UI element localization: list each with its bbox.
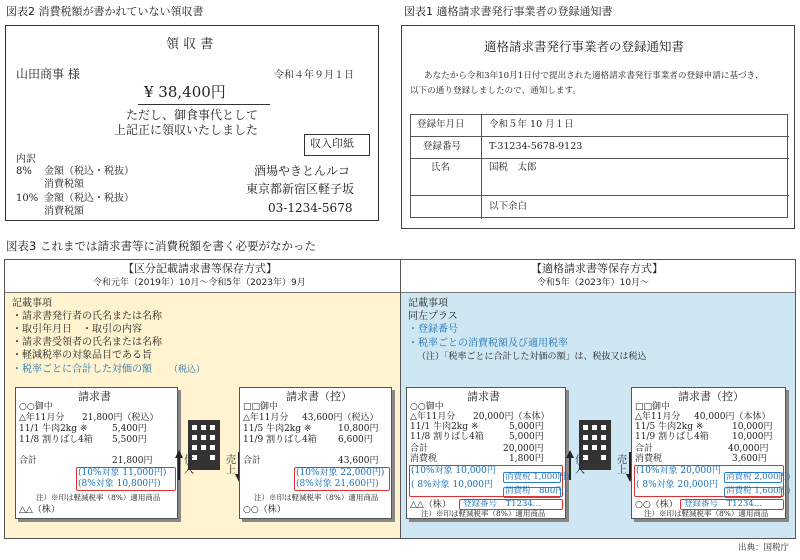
left-item-4: ・軽減税率の対象品目である旨	[12, 350, 152, 361]
purchase-label: 仕入	[181, 454, 193, 474]
invoice-to: ○○御中	[19, 402, 53, 412]
fig1-caption: 図表1 適格請求書発行事業者の登録通知書	[404, 5, 613, 18]
receipt-date: 令和４年９月１日	[274, 70, 354, 81]
left-item-3: ・請求書受領者の氏名または名称	[12, 337, 162, 348]
invoice-month: △年11月分	[19, 413, 65, 423]
notice-table	[410, 114, 788, 218]
invoice-from: ○○（株）	[635, 500, 678, 510]
invoice-8pct-tax: 消費税 1,600円)	[726, 486, 791, 496]
invoice-tax: 1,800円	[509, 454, 544, 464]
invoice-8pct-tax: 消費税 800円)	[505, 486, 568, 496]
invoice-10pct-tax: 消費税 2,000円)	[726, 472, 791, 482]
left-invoice	[15, 387, 178, 519]
invoice-title: 請求書（控）	[286, 390, 352, 403]
invoice-note: 注）※印は軽減税率（8%）適用商品	[421, 509, 546, 518]
invoice-from: ○○（株）	[243, 505, 286, 515]
invoice-tax: 3,600円	[732, 454, 767, 464]
invoice-10pct: (10%対象 10,000円	[411, 466, 496, 476]
invoice-tax-label: 消費税	[635, 454, 663, 464]
fig3-caption: 図表3 これまでは請求書等に消費税額を書く必要がなかった	[6, 239, 316, 253]
invoice-row1-amount: 10,800円	[338, 424, 379, 434]
invoice-row1-item: 11/1 牛肉2kg ※	[19, 424, 88, 434]
invoice-total: 40,000円	[728, 444, 769, 454]
invoice-from: △△（株）	[410, 500, 451, 510]
invoice-total-label: 合計	[19, 456, 38, 466]
shop-name: 酒場やきとんルコ	[254, 164, 351, 178]
notice-title: 適格請求書発行事業者の登録通知書	[484, 39, 685, 54]
left-invoice-copy	[239, 387, 392, 519]
invoice-total-label: 合計	[410, 444, 429, 454]
invoice-note: 注）※印は軽減税率（8%）適用商品	[36, 493, 161, 502]
registration-notice	[401, 25, 795, 229]
breakdown-label: 内訳	[16, 154, 36, 165]
invoice-10pct-tax: 消費税 1,000円)	[505, 472, 570, 482]
receipt-title: 領 収 書	[166, 37, 214, 52]
invoice-title: 請求書	[467, 390, 500, 403]
right-item-blue2: ・税率ごとの消費税額及び適用税率	[408, 338, 568, 349]
invoice-to: □□御中	[243, 402, 279, 412]
invoice-month: △年11月分	[410, 412, 456, 422]
invoice-month-amount: 43,600円（税込）	[302, 413, 379, 423]
invoice-row1-item: 11/5 牛肉2kg ※	[243, 424, 312, 434]
invoice-row1-item: 11/1 牛肉2kg ※	[410, 422, 479, 432]
left-item-blue: ・税率ごとに合計した対価の額	[12, 364, 152, 375]
invoice-row2-amount: 10,000円	[732, 432, 773, 442]
notice-body1: あなたから令和3年10月1日付で提出された適格請求書発行事業者の登録申請に基づき、	[424, 71, 764, 81]
sales-label: 売上	[614, 454, 626, 474]
invoice-total: 43,600円	[338, 456, 379, 466]
invoice-row2-amount: 5,500円	[112, 435, 147, 445]
invoice-total-label: 合計	[243, 456, 262, 466]
invoice-total-label: 合計	[635, 444, 654, 454]
invoice-note: 注）※印は軽減税率（8%）適用商品	[254, 493, 379, 502]
invoice-row1-amount: 5,400円	[112, 424, 147, 434]
row-label-number: 登録番号	[423, 141, 462, 152]
invoice-title: 請求書（控）	[678, 390, 744, 403]
left-period: 令和元年（2019年）10月～令和5年（2023年）9月	[93, 278, 306, 288]
left-panel	[5, 260, 400, 538]
invoice-row2-item: 11/9 割りばし4箱	[243, 435, 317, 445]
invoice-8pct: (8%対象 21,600円)	[296, 479, 379, 489]
invoice-month-amount: 21,800円（税込）	[82, 413, 159, 423]
invoice-row2-amount: 6,600円	[338, 435, 373, 445]
invoice-month: △年11月分	[243, 413, 289, 423]
receipt-line2: 上記正に領収いたしました	[114, 123, 259, 137]
invoice-row1-amount: 5,000円	[509, 422, 544, 432]
invoice-row2-amount: 5,000円	[509, 432, 544, 442]
right-invoice	[406, 387, 570, 519]
receipt-line1: ただし、御食事代として	[126, 108, 259, 122]
stamp-label: 収入印紙	[310, 137, 354, 150]
invoice-to: □□御中	[635, 402, 671, 412]
invoice-note: 注）※印は軽減税率（8%）適用商品	[644, 509, 769, 518]
row-label-name: 氏名	[431, 162, 451, 173]
source-credit: 出典：国税庁	[738, 543, 790, 553]
purchase-label: 仕入	[572, 454, 584, 474]
invoice-row1-item: 11/5 牛肉2kg ※	[635, 422, 704, 432]
right-period: 令和5年（2023年）10月～	[537, 278, 650, 288]
invoice-row2-item: 11/8 割りばし4箱	[410, 432, 484, 442]
row-value-number: T-31234-5678-9123	[489, 141, 583, 152]
invoice-total: 21,800円	[112, 456, 153, 466]
left-items-title: 記載事項	[12, 298, 52, 309]
invoice-row2-item: 11/8 割りばし4箱	[19, 435, 93, 445]
invoice-title: 請求書	[78, 390, 111, 403]
invoice-row2-item: 11/9 割りばし4箱	[635, 432, 709, 442]
invoice-total: 20,000円	[503, 444, 544, 454]
right-header: 【適格請求書等保存方式】	[531, 262, 663, 275]
fig2-caption: 図表2 消費税額が書かれていない領収書	[6, 5, 204, 18]
invoice-month-amount: 40,000円（本体）	[694, 412, 771, 422]
invoice-registration: 登録番号 T1234…	[684, 499, 763, 509]
invoice-10pct: (10%対象 22,000円)	[296, 468, 385, 478]
invoice-10pct: (10%対象 20,000円	[636, 466, 721, 476]
table-footer: 以下余白	[489, 201, 528, 212]
left-item-1: ・請求書発行者の氏名または名称	[12, 311, 162, 322]
right-panel	[401, 260, 795, 538]
right-invoice-copy	[631, 387, 791, 519]
sales-label: 売上	[223, 454, 235, 474]
invoice-8pct: (8%対象 10,800円)	[78, 479, 161, 489]
invoice-month-amount: 20,000円（本体）	[473, 412, 550, 422]
invoice-10pct: (10%対象 11,000円)	[78, 468, 167, 478]
right-note: （注）「税率ごとに合計した対価の額」は、税抜又は税込	[417, 352, 647, 362]
invoice-to: ○○御中	[410, 402, 444, 412]
receipt-amount: ¥ 38,400円	[144, 83, 226, 101]
row-label-date: 登録年月日	[417, 119, 465, 130]
invoice-8pct: ( 8%対象 20,000円	[636, 480, 719, 490]
invoice-row1-amount: 10,000円	[732, 422, 773, 432]
row-value-name: 国税 太郎	[489, 162, 537, 173]
shop-phone: 03-1234-5678	[268, 201, 353, 215]
rate-10: 10%	[16, 193, 39, 204]
receipt	[5, 25, 379, 221]
gross-10: 金額（税込・税抜）	[44, 193, 134, 204]
invoice-month: △年11月分	[635, 412, 681, 422]
right-items-sub: 同左プラス	[408, 311, 458, 322]
invoice-8pct: ( 8%対象 10,000円	[411, 480, 494, 490]
left-item-blue-note: （税込）	[169, 365, 206, 375]
row-value-date: 令和５年 10 月１日	[489, 119, 574, 130]
rate-8: 8%	[16, 166, 32, 177]
left-item-2: ・取引年月日 ・取引の内容	[12, 324, 142, 335]
tax-10: 消費税額	[44, 206, 84, 217]
invoice-tax-label: 消費税	[410, 454, 438, 464]
notice-body2: 以下の通り登録しましたので、通知します。	[410, 86, 582, 96]
right-items-title: 記載事項	[408, 298, 448, 309]
shop-address: 東京都新宿区軽子坂	[246, 182, 355, 196]
left-header: 【区分記載請求書等保存方式】	[123, 262, 277, 275]
right-item-blue1: ・登録番号	[408, 324, 458, 335]
invoice-registration: 登録番号 T1234…	[463, 499, 542, 509]
gross-8: 金額（税込・税抜）	[44, 166, 134, 177]
tax-8: 消費税額	[44, 179, 84, 190]
receipt-customer: 山田商事 様	[16, 67, 80, 81]
invoice-from: △△（株）	[19, 505, 60, 515]
